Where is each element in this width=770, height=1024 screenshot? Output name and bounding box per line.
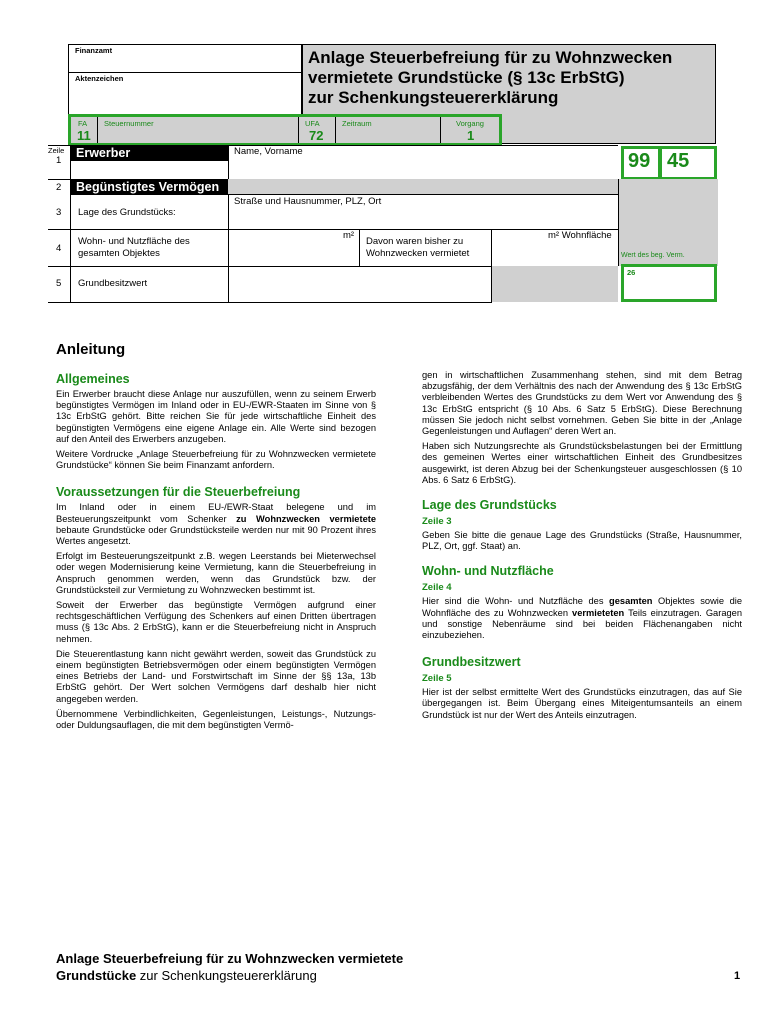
allgemeines-p2: Weitere Vordrucke „Anlage Steuerbefreiung für zu Wohnzwecken vermietete Grundstücke“ können Sie beim Finanzamt anfordern. <box>56 449 376 471</box>
right-p1: gen in wirtschaftlichen Zusammenhang stehen, sind mit dem Betrag abzugsfähig, der dem Verhältnis des nach der Anwendung des § 13c ErbStG verbleibenden Wertes des Grundstücks zu dem Wert vor Anwendung des § 13c ErbStG entspricht (§ 10 Abs. 6 Satz 5 ErbStG). Diese Berechnung müssen Sie jedoch nicht selbst vornehmen. Geben Sie bitte in der „Anlage Gegenleistungen und Auflagen“ deren Wert an. <box>422 370 742 437</box>
voraussetzungen-p4: Die Steuerentlastung kann nicht gewährt werden, soweit das Grundstück zu einem begünstigten Betriebsvermögen oder einem begünstigten Vermögen eines Betriebs der Land- und Forstwirtschaft im Sinne der §§ 13a, 13b ErbStG gehört. Der Wert solchen Vermögens darf deshalb hier nicht angegeben werden. <box>56 648 376 704</box>
beguenstigtes-vermoegen-label: Begünstigtes Vermögen <box>76 180 220 194</box>
fa-value: 11 <box>77 128 91 143</box>
anleitung-right-column <box>422 370 742 725</box>
lage-field[interactable] <box>229 206 618 228</box>
lage-sub: Zeile 3 <box>422 516 452 528</box>
fa-label: FA <box>78 119 88 128</box>
zeile-label: Zeile <box>48 146 65 155</box>
grundbesitzwert-field[interactable] <box>229 267 491 302</box>
m2-unit-1: m² <box>343 230 355 241</box>
name-vorname-field[interactable] <box>229 158 618 180</box>
voraussetzungen-p2: Erfolgt im Besteuerungszeitpunkt z.B. wegen Leerstands bei Mieterwechsel oder wegen Modernisierung keine Vermietung, kann die Steuerbefreiung in Anspruch genommen werden, wenn das Grundstück bzw. der Grundstücksteil zur Vermietung zu Wohnzwecken bestimmt ist. <box>56 551 376 595</box>
code-26: 26 <box>627 268 636 277</box>
allgemeines-heading: Allgemeines <box>56 372 130 386</box>
page-number: 1 <box>734 970 741 982</box>
row2-num: 2 <box>56 182 62 193</box>
zeitraum-label: Zeitraum <box>342 119 372 128</box>
voraussetzungen-p3: Soweit der Erwerber das begünstigte Vermögen aufgrund einer rechtsgeschäftlichen Verfügung des Schenkers auf einen Dritten übertragen muss (§ 13c Abs. 2 ErbStG), kann er die Steuerbefreiung nicht in Anspruch nehmen. <box>56 600 376 644</box>
finanzamt-label: Finanzamt <box>75 46 113 55</box>
grundbesitzwert-sub: Zeile 5 <box>422 673 452 685</box>
lage-label: Lage des Grundstücks: <box>78 207 176 218</box>
strasse-label: Straße und Hausnummer, PLZ, Ort <box>234 196 382 207</box>
wohnflaeche-gesamt-label: Wohn- und Nutzfläche des gesamten Objektes <box>78 236 190 259</box>
voraussetzungen-p1: Im Inland oder in einem EU-/EWR-Staat belegene und im Besteuerungszeitpunkt vom Schenker zu Wohnzwecken vermietete bebaute Grundstücke oder Grundstücksteile werden nur mit 90 Prozent ihres Wertes angesetzt. <box>56 502 377 547</box>
vorgang-label: Vorgang <box>456 119 484 128</box>
grundbesitzwert-label: Grundbesitzwert <box>78 278 148 289</box>
erwerber-label: Erwerber <box>76 146 131 160</box>
voraussetzungen-p5: Übernommene Verbindlichkeiten, Gegenleistungen, Leistungs-, Nutzungs- oder Duldungsauflagen, die mit dem begünstigten Vermö- <box>56 708 376 731</box>
m2-wohnflaeche-unit: m² Wohnfläche <box>548 230 612 241</box>
lage-heading: Lage des Grundstücks <box>422 498 557 513</box>
finanzamt-box <box>68 44 302 118</box>
erwerber-header <box>70 145 228 161</box>
anleitung-title: Anleitung <box>56 341 126 358</box>
beguenstigtes-vermoegen-header <box>70 179 228 195</box>
ufa-value: 72 <box>309 128 324 143</box>
wohn-p: Hier sind die Wohn- und Nutzfläche des gesamten Objektes sowie die Wohnfläche des zu Wohnzwecken vermieteten Teils einzutragen. Garagen und sonstige Nebenräume sind bei beiden Flächenangaben nicht einzubeziehen. <box>422 596 743 641</box>
name-vorname-label: Name, Vorname <box>234 146 303 157</box>
lage-p: Geben Sie bitte die genaue Lage des Grundstücks (Straße, Hausnummer, PLZ, Ort, ggf. Staat) an. <box>422 530 742 552</box>
footer-line1: Anlage Steuerbefreiung für zu Wohnzwecken vermietete <box>56 951 404 966</box>
steuernummer-label: Steuernummer <box>104 119 154 128</box>
vorgang-value: 1 <box>467 128 475 143</box>
row3-num: 3 <box>56 207 62 218</box>
right-p2: Haben sich Nutzungsrechte als Grundstücksbelastungen bei der Ermittlung des gemeinen Wertes einer wirtschaftlichen Einheit des Grundbesitzes ausgewirkt, ist deren Abzug bei der Schenkungsteuer ausgeschlossen (§ 10 Abs. 6 Satz 6 ErbStG). <box>422 441 742 485</box>
form-title-line2: vermietete Grundstücke (§ 13c ErbStG) <box>308 68 625 87</box>
davon-vermietet-label: Davon waren bisher zu Wohnzwecken vermietet <box>366 236 470 259</box>
ufa-label: UFA <box>305 119 320 128</box>
row1-num: 1 <box>56 155 62 166</box>
form-title-line1: Anlage Steuerbefreiung für zu Wohnzwecken <box>308 48 673 67</box>
row5-num: 5 <box>56 278 62 289</box>
wohn-heading: Wohn- und Nutzfläche <box>422 564 554 579</box>
voraussetzungen-heading: Voraussetzungen für die Steuerbefreiung <box>56 485 301 500</box>
footer-line2: Grundstücke zur Schenkungsteuererklärung <box>56 968 317 983</box>
form-title-line3: zur Schenkungsteuererklärung <box>308 88 559 107</box>
anleitung-left-column <box>56 372 376 735</box>
code-45: 45 <box>667 150 690 172</box>
code-99: 99 <box>628 150 651 172</box>
allgemeines-p1: Ein Erwerber braucht diese Anlage nur auszufüllen, wenn zu seinem Erwerb begünstigtes Vermögen im Inland oder in EU-/EWR-Staaten im Sinne von § 13c ErbStG gehört. Bitte reichen Sie für jede wirtschaftliche Einheit des begünstigten Vermögens eine eigene Anlage ein. Alle Werte sind bezogen auf den Anteil des Erwerbers anzugeben. <box>56 389 376 444</box>
wohn-sub: Zeile 4 <box>422 582 452 594</box>
code-box-26 <box>621 264 717 302</box>
grundbesitzwert-heading: Grundbesitzwert <box>422 655 521 670</box>
row4-num: 4 <box>56 243 62 254</box>
grundbesitzwert-p: Hier ist der selbst ermittelte Wert des Grundstücks einzutragen, das auf Sie übergegangen ist. Beim Übergang eines Miteigentumsanteils an einem Grundstück ist nur der Wert des Anteils einzutragen. <box>422 687 742 720</box>
aktenzeichen-label: Aktenzeichen <box>75 74 124 83</box>
wohnflaeche-gesamt-field[interactable] <box>229 230 359 266</box>
wert-beg-verm-label: Wert des beg. Verm. <box>621 252 685 259</box>
